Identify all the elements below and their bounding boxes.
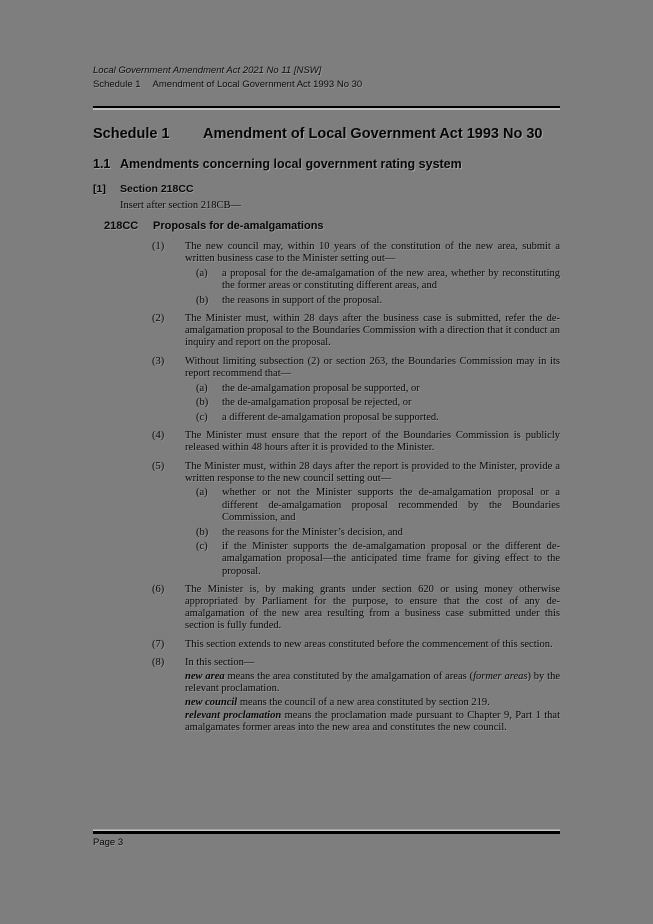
subsection-text: The Minister must ensure that the report of the Boundaries Commission is publicly released within 48 hours after it is provided to the Minister. bbox=[185, 430, 560, 454]
schedule-title: Amendment of Local Government Act 1993 No 30 bbox=[203, 126, 543, 142]
header-schedule-line bbox=[93, 78, 560, 92]
paragraph-row bbox=[93, 295, 560, 307]
subsection-number: (6) bbox=[152, 583, 165, 595]
subsection-text: The new council may, within 10 years of the constitution of the new area, submit a written business case to the Minister setting out— bbox=[185, 241, 560, 265]
definition-italic: former areas bbox=[473, 670, 528, 682]
clause-title: Amendments concerning local government rating system bbox=[120, 157, 462, 171]
subsection-text: The Minister must, within 28 days after the business case is submitted, refer the de-amalgamation proposal to the Boundaries Commission with a direction that it conduct an inquiry and report on the proposal. bbox=[185, 313, 560, 349]
subsection-number: (8) bbox=[152, 656, 165, 668]
inserted-section-number: 218CC bbox=[104, 220, 139, 232]
paragraph-letter: (c) bbox=[196, 411, 208, 423]
inserted-section-title: Proposals for de-amalgamations bbox=[153, 220, 324, 232]
paragraph-text: a different de-amalgamation proposal be supported. bbox=[222, 411, 439, 423]
paragraph-row bbox=[93, 268, 560, 292]
definition-plain: ) by the relevant proclamation. bbox=[185, 670, 561, 694]
subsection-number: (1) bbox=[152, 241, 165, 252]
paragraph-letter: (b) bbox=[196, 397, 209, 409]
definition-row bbox=[185, 697, 560, 709]
paragraph-text: whether or not the Minister supports the de-amalgamation proposal or a different de-amalgamation proposal recommended by the Boundaries Commission, and bbox=[222, 487, 560, 523]
paragraph-row bbox=[93, 397, 560, 409]
paragraph-letter: (a) bbox=[196, 487, 208, 499]
header-act-title: Local Government Amendment Act 2021 No 11 [NSW] bbox=[93, 65, 322, 76]
subsection-number: (5) bbox=[152, 460, 165, 472]
page-header bbox=[93, 64, 560, 92]
paragraph-row bbox=[93, 527, 560, 539]
subsection-text: The Minister must, within 28 days after the report is provided to the Minister, provide a written response to the new council setting out— bbox=[185, 460, 560, 484]
subsection-text: Without limiting subsection (2) or section 263, the Boundaries Commission may in its report recommend that— bbox=[185, 355, 560, 379]
paragraph-text: a proposal for the de-amalgamation of the new area, whether by reconstituting the former areas or constituting different areas, and bbox=[222, 267, 560, 292]
clause-heading bbox=[93, 157, 560, 172]
definition-term: new area bbox=[185, 670, 225, 682]
paragraph-text: the de-amalgamation proposal be supported, or bbox=[222, 382, 420, 394]
paragraph-letter: (c) bbox=[196, 541, 208, 553]
definition-plain: means the area constituted by the amalgamation of areas ( bbox=[224, 670, 474, 682]
header-schedule-title: Amendment of Local Government Act 1993 No 30 bbox=[152, 79, 363, 90]
subsection-row bbox=[93, 584, 560, 633]
insert-instruction: Insert after section 218CB— bbox=[120, 200, 242, 211]
paragraph-row bbox=[93, 412, 560, 424]
subsection-text: This section extends to new areas constituted before the commencement of this section. bbox=[185, 638, 553, 650]
definition-plain: means the council of a new area constituted by section 219. bbox=[237, 696, 490, 708]
subsection-text: The Minister is, by making grants under section 620 or using money otherwise appropriated by Parliament for the purpose, to ensure that the cost of any de-amalgamation of the new area resulting from a business case submitted under this section is fully funded. bbox=[185, 583, 560, 632]
paragraph-letter: (a) bbox=[196, 382, 208, 394]
amendment-item-heading bbox=[93, 183, 560, 196]
definition-term: relevant proclamation bbox=[185, 710, 282, 722]
inserted-section-heading bbox=[104, 220, 560, 233]
subsection-row bbox=[93, 461, 560, 485]
subsection-text: In this section— bbox=[185, 656, 255, 668]
paragraph-letter: (a) bbox=[196, 267, 208, 279]
paragraph-row bbox=[93, 383, 560, 395]
definition-row bbox=[185, 710, 560, 734]
provisions bbox=[93, 235, 560, 735]
subsection-number: (3) bbox=[152, 355, 165, 367]
amendment-item-number: [1] bbox=[93, 183, 106, 195]
paragraph-text: if the Minister supports the de-amalgamation proposal or the different de-amalgamation proposal—the anticipated time frame for giving effect to the proposal. bbox=[222, 541, 560, 577]
header-divider bbox=[93, 106, 560, 108]
subsection-row bbox=[93, 657, 560, 669]
paragraph-letter: (b) bbox=[196, 526, 209, 538]
amendment-item-title: Section 218CC bbox=[120, 183, 194, 195]
definition-row bbox=[185, 671, 560, 695]
subsection-row bbox=[93, 430, 560, 454]
definition-plain: means the proclamation made pursuant to Chapter 9, Part 1 that amalgamates former areas into the new area and constitutes the new council. bbox=[185, 710, 561, 734]
paragraph-row bbox=[93, 487, 560, 524]
header-schedule-label: Schedule 1 bbox=[93, 79, 141, 90]
paragraph-row bbox=[93, 541, 560, 578]
paragraph-text: the reasons in support of the proposal. bbox=[222, 294, 383, 306]
subsection-row bbox=[93, 313, 560, 350]
paragraph-text: the reasons for the Minister’s decision, and bbox=[222, 526, 403, 538]
page-number: Page 3 bbox=[93, 837, 124, 848]
schedule-heading bbox=[93, 126, 560, 143]
subsection-row bbox=[93, 356, 560, 380]
paragraph-letter: (b) bbox=[196, 294, 209, 306]
paragraph-text: the de-amalgamation proposal be rejected, or bbox=[222, 397, 412, 409]
footer-divider bbox=[93, 831, 560, 834]
subsection-number: (2) bbox=[152, 313, 165, 325]
subsection-row bbox=[93, 639, 560, 651]
subsection-row bbox=[93, 241, 560, 265]
subsection-number: (7) bbox=[152, 638, 165, 650]
clause-number: 1.1 bbox=[93, 157, 111, 171]
definition-term: new council bbox=[185, 696, 238, 708]
subsection-number: (4) bbox=[152, 430, 165, 442]
schedule-number: Schedule 1 bbox=[93, 126, 170, 142]
